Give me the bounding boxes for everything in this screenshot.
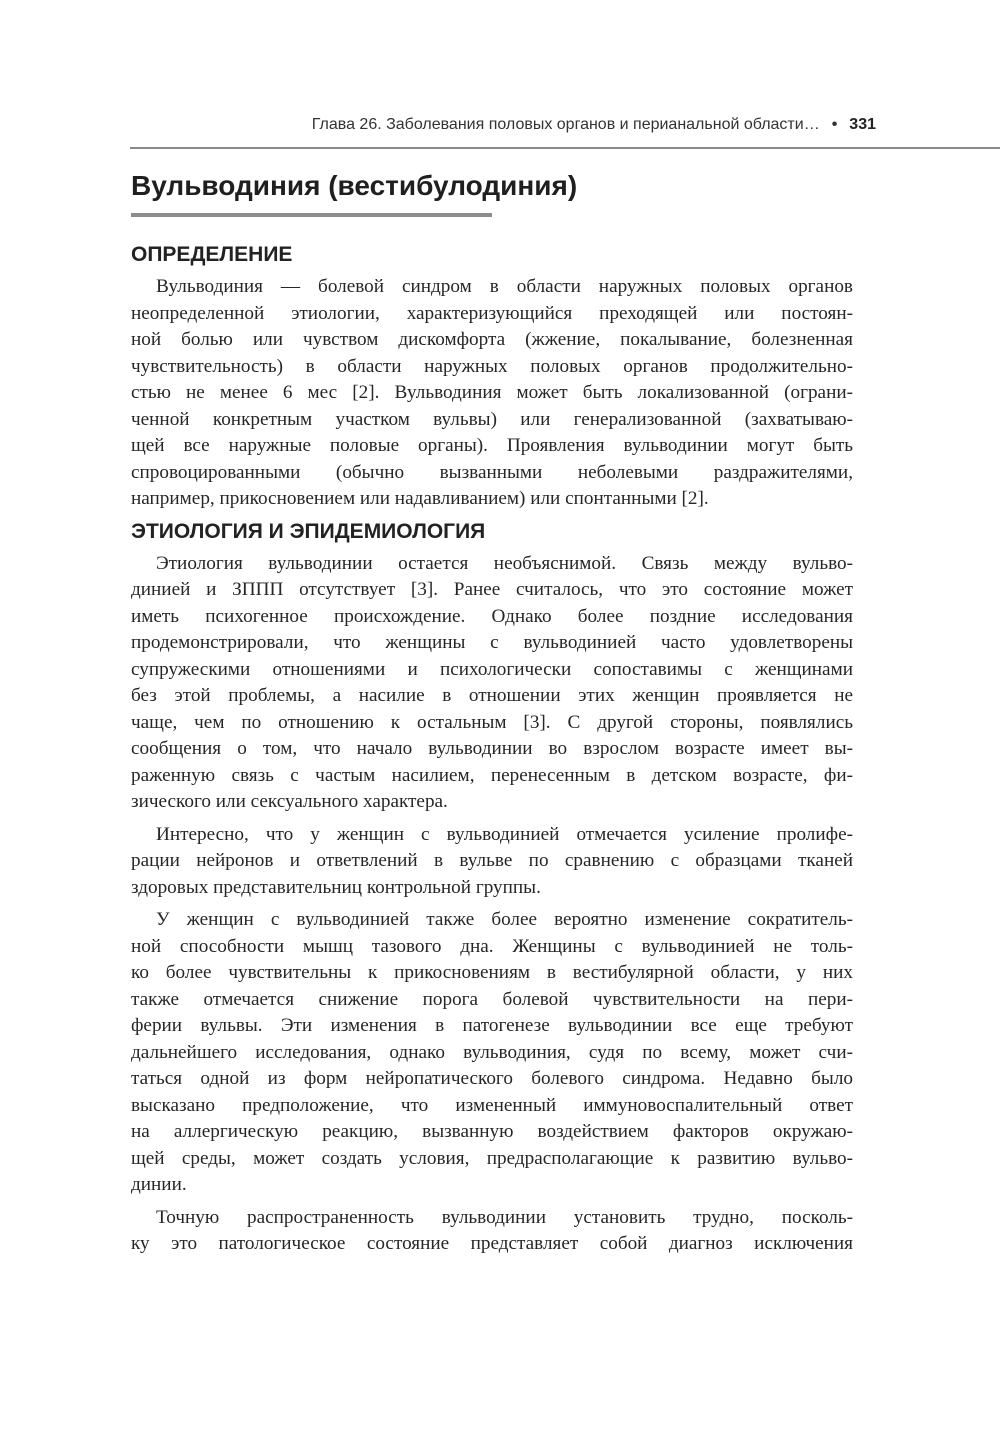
text-line: продемонстрировали, что женщины с вульводинией часто удовлетворены <box>131 632 853 653</box>
text-line: неопределенной этиологии, характеризующийся преходящей или постоян- <box>131 302 853 324</box>
text-line: таться одной из форм нейропатического болевого синдрома. Недавно было <box>131 1068 853 1089</box>
text-line: на аллергическую реакцию, вызванную воздействием факторов окружаю- <box>131 1121 853 1142</box>
chapter-title: Вульводиния (вестибулодиния) <box>131 170 578 201</box>
running-header <box>130 116 876 140</box>
text-line: раженную связь с частым насилием, перенесенным в детском возрасте, фи- <box>131 764 853 786</box>
text-line: например, прикосновением или надавливанием) или спонтанными [2]. <box>131 488 709 509</box>
body-paragraph <box>131 822 853 902</box>
header-rule <box>130 147 1000 149</box>
text-line: щей все наружные половые органы). Проявления вульводинии могут быть <box>131 435 853 456</box>
page-content <box>131 236 853 1258</box>
text-line: чаще, чем по отношению к остальным [3]. С другой стороны, появлялись <box>131 711 853 733</box>
text-line: Вульводиния — болевой синдром в области наружных половых органов <box>156 276 853 297</box>
text-line: сообщения о том, что начало вульводинии во взрослом возрасте имеет вы- <box>131 738 853 759</box>
text-line: без этой проблемы, а насилие в отношении этих женщин проявляется не <box>131 685 853 706</box>
text-line: У женщин с вульводинией также более вероятно изменение сократитель- <box>156 909 853 930</box>
section-heading: ОПРЕДЕЛЕНИЕ <box>131 243 293 266</box>
text-line: зического или сексуального характера. <box>131 791 448 812</box>
text-line: стью не менее 6 мес [2]. Вульводиния может быть локализованной (ограни- <box>131 382 853 403</box>
header-bullet: • <box>831 116 838 133</box>
page-number: 331 <box>849 116 876 133</box>
title-underline <box>131 213 492 217</box>
text-line: рации нейронов и ответвлений в вульве по сравнению с образцами тканей <box>131 850 853 871</box>
text-line: спровоцированными (обычно вызванными неболевыми раздражителями, <box>131 461 853 483</box>
body-paragraph <box>131 907 853 1199</box>
text-line: ной способности мышц тазового дна. Женщины с вульводинией не толь- <box>131 935 853 957</box>
text-line: динией и ЗППП отсутствует [3]. Ранее считалось, что это состояние может <box>131 579 853 600</box>
text-line: Этиология вульводинии остается необъяснимой. Связь между вульво- <box>156 552 853 574</box>
text-line: динии. <box>131 1174 187 1195</box>
body-paragraph <box>131 551 853 816</box>
body-paragraph <box>131 274 853 513</box>
text-line: щей среды, может создать условия, предрасполагающие к развитию вульво- <box>131 1147 853 1169</box>
text-line: ченной конкретным участком вульвы) или генерализованной (захватываю- <box>131 408 853 430</box>
running-title: Глава 26. Заболевания половых органов и перианальной области… <box>311 116 820 133</box>
text-line: высказано предположение, что измененный иммуновоспалительный ответ <box>131 1094 853 1116</box>
text-line: также отмечается снижение порога болевой чувствительности на пери- <box>131 988 853 1010</box>
text-line: ферии вульвы. Эти изменения в патогенезе вульводинии все еще требуют <box>131 1015 853 1036</box>
text-line: здоровых представительниц контрольной группы. <box>131 876 541 898</box>
text-line: Интересно, что у женщин с вульводинией отмечается усиление пролифе- <box>156 823 853 845</box>
text-line: ной болью или чувством дискомфорта (жжение, покалывание, болезненная <box>131 329 853 350</box>
text-line: ко более чувствительны к прикосновениям в вестибулярной области, у них <box>131 962 853 983</box>
text-line: иметь психогенное происхождение. Однако более поздние исследования <box>131 605 853 627</box>
text-line: Точную распространенность вульводинии установить трудно, посколь- <box>156 1206 853 1228</box>
text-line: чувствительность) в области наружных половых органов продолжительно- <box>131 355 853 377</box>
text-line: дальнейшего исследования, однако вульводиния, судя по всему, может счи- <box>131 1041 853 1063</box>
text-line: ку это патологическое состояние представляет собой диагноз исключения <box>131 1233 853 1254</box>
body-paragraph <box>131 1205 853 1258</box>
text-line: супружескими отношениями и психологически сопоставимы с женщинами <box>131 658 853 680</box>
section-heading: ЭТИОЛОГИЯ И ЭПИДЕМИОЛОГИЯ <box>131 519 486 543</box>
